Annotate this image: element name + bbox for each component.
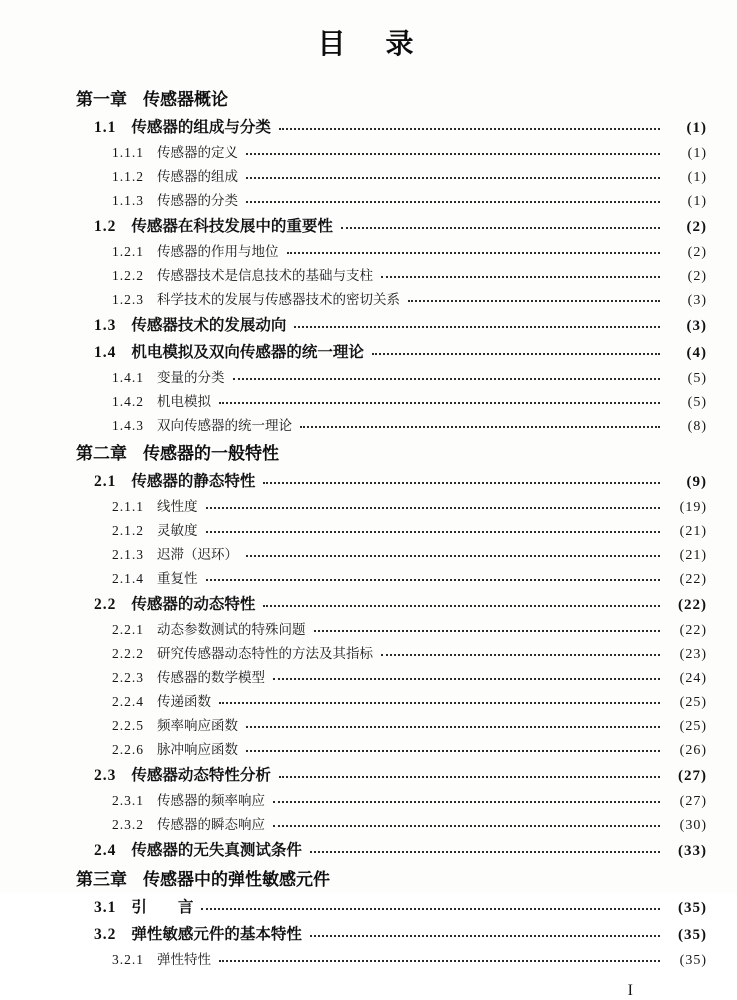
toc-entry-title: 双向传感器的统一理论: [157, 418, 292, 433]
dot-leader: [381, 654, 660, 656]
toc-entry-page: (1): [686, 119, 707, 136]
toc-entry-number: 2.2.4: [112, 694, 144, 709]
toc-entry-page: (4): [686, 344, 707, 361]
toc-entry-title: 传感器技术的发展动向: [131, 316, 287, 334]
toc-row: [76, 468, 707, 495]
dot-leader: [246, 201, 660, 203]
toc-row: [76, 543, 707, 567]
toc-entry-page: (8): [687, 419, 707, 434]
dot-leader: [206, 507, 661, 509]
toc-entry-number: 2.3.1: [112, 793, 144, 808]
toc-row: [76, 495, 707, 519]
toc-row: [76, 438, 707, 468]
toc-row: [76, 837, 707, 864]
page-title: 目 录: [317, 28, 420, 59]
toc-entry-title: 重复性: [157, 571, 198, 586]
toc-row: [76, 789, 707, 813]
toc-row: [76, 894, 707, 921]
toc-entry-number: 第三章: [76, 870, 127, 889]
dot-leader: [294, 326, 660, 328]
toc-entry-number: 1.2.1: [112, 244, 144, 259]
toc-entry-page: (5): [687, 371, 707, 386]
dot-leader: [314, 630, 661, 632]
toc-entry-page: (33): [678, 842, 707, 859]
toc-entry-title: 传感器的静态特性: [131, 472, 256, 490]
toc-row: [76, 288, 707, 312]
toc-row: [76, 264, 707, 288]
toc-entry-number: 第二章: [76, 444, 127, 463]
toc-entry-page: (35): [679, 953, 707, 968]
dot-leader: [273, 801, 660, 803]
toc-entry-title: 传感器中的弹性敏感元件: [143, 870, 330, 889]
toc-row: [76, 189, 707, 213]
toc-entry-number: 1.4: [94, 343, 117, 361]
toc-entry-page: (25): [679, 719, 707, 734]
toc-entry-title: 动态参数测试的特殊问题: [157, 622, 306, 637]
toc-entry-number: 3.2.1: [112, 952, 144, 967]
toc-row: [76, 642, 707, 666]
toc-entry-number: 1.3: [94, 316, 117, 334]
toc-row: [76, 762, 707, 789]
toc-entry-page: (25): [679, 695, 707, 710]
dot-leader: [279, 128, 660, 130]
toc-entry-page: (3): [687, 293, 707, 308]
toc-entry-page: (35): [678, 899, 707, 916]
dot-leader: [263, 605, 660, 607]
dot-leader: [206, 531, 661, 533]
dot-leader: [263, 482, 660, 484]
toc-entry-page: (22): [679, 623, 707, 638]
toc-entry-page: (21): [679, 548, 707, 563]
dot-leader: [246, 177, 660, 179]
toc-row: [76, 84, 707, 114]
toc-entry-title: 机电模拟: [157, 394, 211, 409]
toc-entry-title: 研究传感器动态特性的方法及其指标: [157, 646, 373, 661]
toc-entry-title: 传感器的动态特性: [131, 595, 256, 613]
toc-row: [76, 714, 707, 738]
toc-row: [76, 414, 707, 438]
toc-entry-title: 迟滞（迟环）: [157, 547, 238, 562]
toc-entry-page: (22): [678, 596, 707, 613]
dot-leader: [279, 776, 660, 778]
toc-entry-number: 1.1: [94, 118, 117, 136]
toc-entry-number: 2.4: [94, 841, 117, 859]
toc-entry-page: (23): [679, 647, 707, 662]
toc-entry-number: 1.2: [94, 217, 117, 235]
toc-entry-title: 灵敏度: [157, 523, 198, 538]
toc-entry-title: 传感器的数学模型: [157, 670, 265, 685]
toc-entry-page: (1): [687, 194, 707, 209]
toc-entry-number: 3.2: [94, 925, 117, 943]
toc-entry-page: (1): [687, 170, 707, 185]
toc-entry-title: 传感器的无失真测试条件: [131, 841, 302, 859]
toc-entry-title: 弹性敏感元件的基本特性: [131, 925, 302, 943]
toc-row: [76, 213, 707, 240]
toc-entry-page: (26): [679, 743, 707, 758]
toc-row: [76, 690, 707, 714]
toc-entry-number: 2.1.1: [112, 499, 144, 514]
toc-entry-number: 2.3: [94, 766, 117, 784]
dot-leader: [219, 402, 660, 404]
toc-entry-title: 传感器的分类: [157, 193, 238, 208]
toc-row: [76, 618, 707, 642]
toc-row: [76, 165, 707, 189]
toc-row: [76, 240, 707, 264]
toc-row: [76, 141, 707, 165]
toc-entry-title: 线性度: [157, 499, 198, 514]
toc-entry-title: 频率响应函数: [157, 718, 238, 733]
toc-entry-title: 传感器在科技发展中的重要性: [131, 217, 333, 235]
toc-entry-page: (9): [686, 473, 707, 490]
toc-entry-page: (1): [687, 146, 707, 161]
toc-entry-title: 脉冲响应函数: [157, 742, 238, 757]
toc-entry-number: 1.1.3: [112, 193, 144, 208]
toc-row: [76, 390, 707, 414]
toc-entry-number: 2.2.2: [112, 646, 144, 661]
toc-entry-page: (2): [687, 269, 707, 284]
toc-entry-number: 2.3.2: [112, 817, 144, 832]
toc-entry-number: 2.1.4: [112, 571, 144, 586]
toc-row: [76, 921, 707, 948]
toc-entry-title: 传感器的定义: [157, 145, 238, 160]
toc-entry-title: 传感器的一般特性: [143, 444, 279, 463]
toc-entry-title: 传感器技术是信息技术的基础与支柱: [157, 268, 373, 283]
toc-entry-page: (35): [678, 926, 707, 943]
toc-row: [76, 366, 707, 390]
dot-leader: [246, 750, 660, 752]
toc-entry-number: 1.4.2: [112, 394, 144, 409]
toc-entry-title: 传感器的频率响应: [157, 793, 265, 808]
toc-entry-page: (27): [679, 794, 707, 809]
toc-entry-number: 3.1: [94, 898, 117, 916]
toc-entry-title: 引 言: [131, 898, 194, 916]
dot-leader: [381, 276, 660, 278]
toc-row: [76, 948, 707, 972]
toc-entry-number: 2.2.1: [112, 622, 144, 637]
toc-list: [76, 84, 707, 972]
toc-entry-page: (30): [679, 818, 707, 833]
toc-entry-number: 1.4.3: [112, 418, 144, 433]
toc-entry-page: (3): [686, 317, 707, 334]
toc-entry-number: 1.2.2: [112, 268, 144, 283]
toc-entry-number: 1.1.1: [112, 145, 144, 160]
toc-entry-page: (22): [679, 572, 707, 587]
toc-row: [76, 567, 707, 591]
toc-entry-number: 2.2.6: [112, 742, 144, 757]
toc-row: [76, 591, 707, 618]
toc-entry-page: (24): [679, 671, 707, 686]
dot-leader: [287, 252, 661, 254]
dot-leader: [310, 851, 660, 853]
toc-entry-page: (27): [678, 767, 707, 784]
toc-entry-number: 1.2.3: [112, 292, 144, 307]
toc-entry-title: 传递函数: [157, 694, 211, 709]
toc-row: [76, 666, 707, 690]
toc-entry-page: (2): [686, 218, 707, 235]
toc-entry-number: 1.4.1: [112, 370, 144, 385]
toc-entry-number: 1.1.2: [112, 169, 144, 184]
dot-leader: [246, 726, 660, 728]
dot-leader: [300, 426, 660, 428]
toc-entry-number: 第一章: [76, 90, 127, 109]
dot-leader: [273, 678, 660, 680]
toc-entry-page: (19): [679, 500, 707, 515]
toc-row: [76, 738, 707, 762]
dot-leader: [219, 960, 660, 962]
dot-leader: [206, 579, 661, 581]
footer-page-number: I: [627, 982, 633, 999]
toc-entry-title: 变量的分类: [157, 370, 225, 385]
toc-entry-title: 传感器动态特性分析: [131, 766, 271, 784]
dot-leader: [219, 702, 660, 704]
dot-leader: [273, 825, 660, 827]
dot-leader: [201, 908, 660, 910]
toc-entry-page: (21): [679, 524, 707, 539]
toc-row: [76, 339, 707, 366]
toc-row: [76, 312, 707, 339]
toc-entry-number: 2.1.2: [112, 523, 144, 538]
toc-entry-number: 2.2: [94, 595, 117, 613]
toc-row: [76, 114, 707, 141]
toc-entry-number: 2.2.3: [112, 670, 144, 685]
dot-leader: [310, 935, 660, 937]
toc-entry-title: 科学技术的发展与传感器技术的密切关系: [157, 292, 400, 307]
toc-entry-number: 2.1.3: [112, 547, 144, 562]
toc-entry-title: 弹性特性: [157, 952, 211, 967]
toc-entry-title: 传感器的组成: [157, 169, 238, 184]
toc-entry-title: 传感器的作用与地位: [157, 244, 279, 259]
toc-entry-page: (2): [687, 245, 707, 260]
toc-entry-title: 机电模拟及双向传感器的统一理论: [131, 343, 364, 361]
dot-leader: [233, 378, 661, 380]
toc-entry-page: (5): [687, 395, 707, 410]
dot-leader: [341, 227, 660, 229]
dot-leader: [372, 353, 660, 355]
dot-leader: [246, 555, 660, 557]
toc-entry-title: 传感器的组成与分类: [131, 118, 271, 136]
toc-entry-number: 2.2.5: [112, 718, 144, 733]
toc-row: [76, 864, 707, 894]
toc-row: [76, 813, 707, 837]
toc-entry-title: 传感器概论: [143, 90, 228, 109]
toc-entry-title: 传感器的瞬态响应: [157, 817, 265, 832]
toc-entry-number: 2.1: [94, 472, 117, 490]
dot-leader: [408, 300, 660, 302]
toc-row: [76, 519, 707, 543]
dot-leader: [246, 153, 660, 155]
